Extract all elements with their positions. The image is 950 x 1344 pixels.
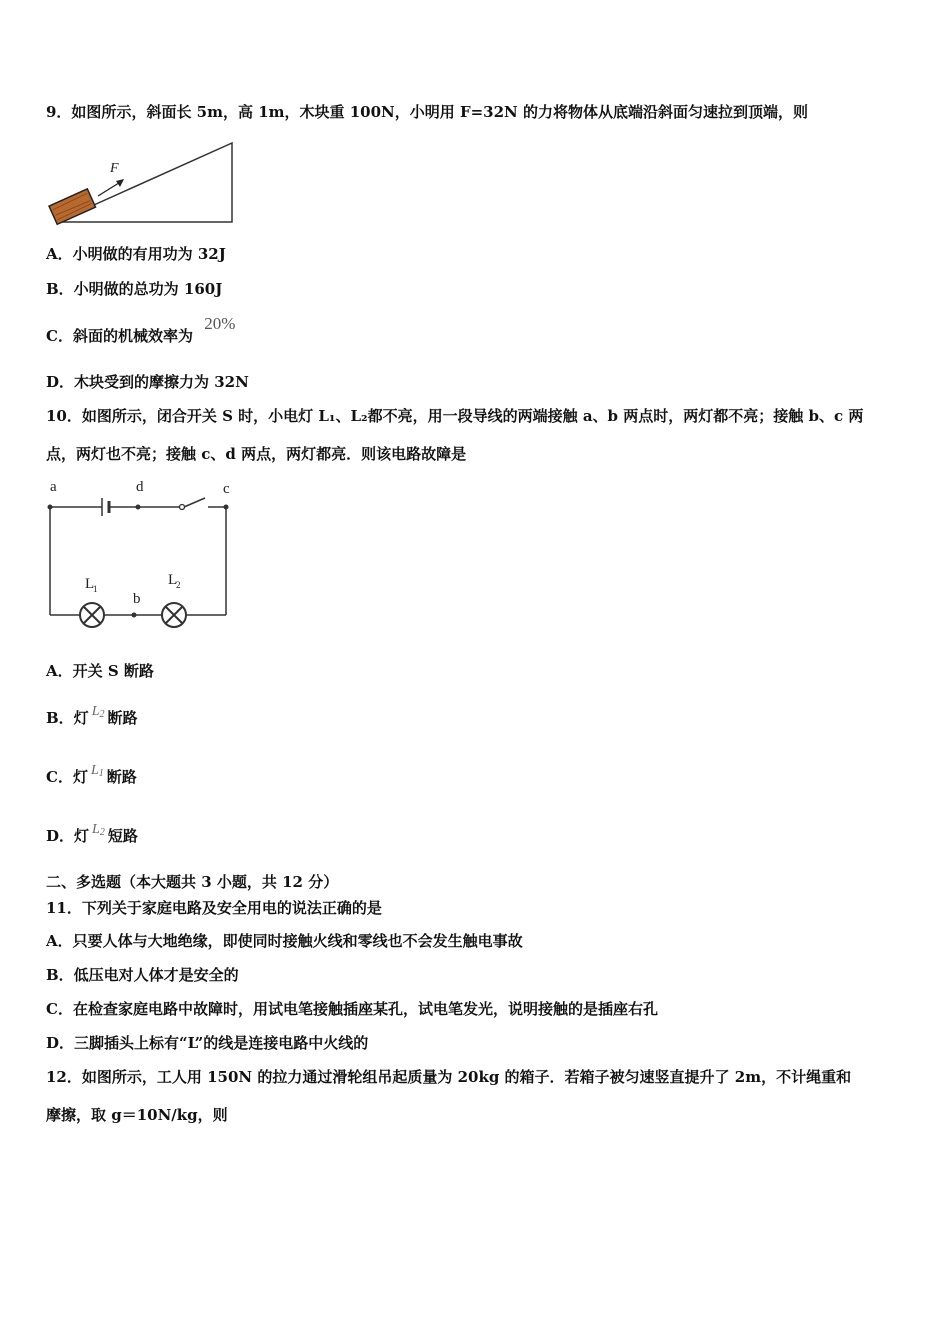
q12-stem-line1: 12．如图所示，工人用 150N 的拉力通过滑轮组吊起质量为 20kg 的箱子．若箱子被匀速竖直提升了 2m，不计绳重和 bbox=[46, 1068, 852, 1086]
force-label: F bbox=[110, 161, 119, 176]
label-a: a bbox=[50, 479, 57, 495]
q10-option-b-prefix: B．灯 bbox=[46, 709, 89, 727]
q9-option-d: D．木块受到的摩擦力为 32N bbox=[46, 373, 249, 391]
label-c: c bbox=[223, 481, 230, 497]
q9-option-c-text: C．斜面的机械效率为 bbox=[46, 327, 193, 345]
q10-option-c-symbol: $L_1$ bbox=[90, 763, 104, 779]
circuit-figure bbox=[40, 474, 250, 634]
q10-option-b-symbol: $L_2$ bbox=[91, 704, 105, 720]
q10-option-d-symbol: $L_2$ bbox=[92, 822, 105, 838]
q10-option-c bbox=[46, 763, 137, 792]
q10-option-c-prefix: C．灯 bbox=[46, 768, 88, 786]
section2-heading: 二、多选题（本大题共 3 小题，共 12 分） bbox=[46, 873, 339, 891]
label-l2-sub: 2 bbox=[176, 580, 181, 590]
point-d-dot bbox=[136, 505, 141, 510]
q9-option-b: B．小明做的总功为 160J bbox=[46, 280, 223, 298]
point-a-dot bbox=[48, 505, 53, 510]
q10-option-a: A．开关 S 断路 bbox=[46, 662, 154, 680]
q9-stem: 9．如图所示，斜面长 5m，高 1m，木块重 100N，小明用 F=32N 的力将物体从底端沿斜面匀速拉到顶端，则 bbox=[46, 103, 808, 121]
q11-option-b: B．低压电对人体才是安全的 bbox=[46, 966, 239, 984]
label-l2: L bbox=[168, 572, 178, 588]
point-b-dot bbox=[132, 613, 137, 618]
q10-option-d-prefix: D．灯 bbox=[46, 827, 90, 845]
incline-figure bbox=[44, 138, 244, 228]
q10-option-b-suffix: 断路 bbox=[107, 709, 138, 727]
q9-option-c bbox=[46, 314, 236, 346]
q10-option-d-suffix: 短路 bbox=[107, 827, 138, 845]
lamp-l2 bbox=[162, 603, 186, 627]
label-b: b bbox=[133, 591, 141, 607]
label-l1: L bbox=[85, 576, 95, 592]
q10-option-d bbox=[46, 822, 138, 851]
force-arrowhead bbox=[116, 179, 124, 187]
q11-stem: 11．下列关于家庭电路及安全用电的说法正确的是 bbox=[46, 899, 382, 917]
label-d: d bbox=[136, 479, 144, 495]
q9-option-a: A．小明做的有用功为 32J bbox=[46, 245, 226, 263]
q12-stem-line2: 摩擦，取 g＝10N/kg，则 bbox=[46, 1106, 228, 1124]
q10-stem-line2: 点，两灯也不亮；接触 c、d 两点，两灯都亮．则该电路故障是 bbox=[46, 445, 467, 463]
label-l1-sub: 1 bbox=[93, 584, 98, 594]
q11-option-c: C．在检查家庭电路中故障时，用试电笔接触插座某孔，试电笔发光，说明接触的是插座右孔 bbox=[46, 1000, 658, 1018]
q10-stem-line1: 10．如图所示，闭合开关 S 时，小电灯 L₁、L₂都不亮，用一段导线的两端接触 a、b 两点时，两灯都不亮；接触 b、c 两 bbox=[46, 407, 864, 425]
q9-option-c-value: 20% bbox=[204, 314, 236, 333]
switch-pivot bbox=[180, 505, 185, 510]
q10-option-b bbox=[46, 704, 138, 733]
wooden-block bbox=[49, 189, 96, 224]
point-c-dot bbox=[224, 505, 229, 510]
q11-option-a: A．只要人体与大地绝缘，即使同时接触火线和零线也不会发生触电事故 bbox=[46, 932, 523, 950]
lamp-l1 bbox=[80, 603, 104, 627]
q11-option-d: D．三脚插头上标有“L”的线是连接电路中火线的 bbox=[46, 1034, 369, 1052]
q10-option-c-suffix: 断路 bbox=[106, 768, 137, 786]
